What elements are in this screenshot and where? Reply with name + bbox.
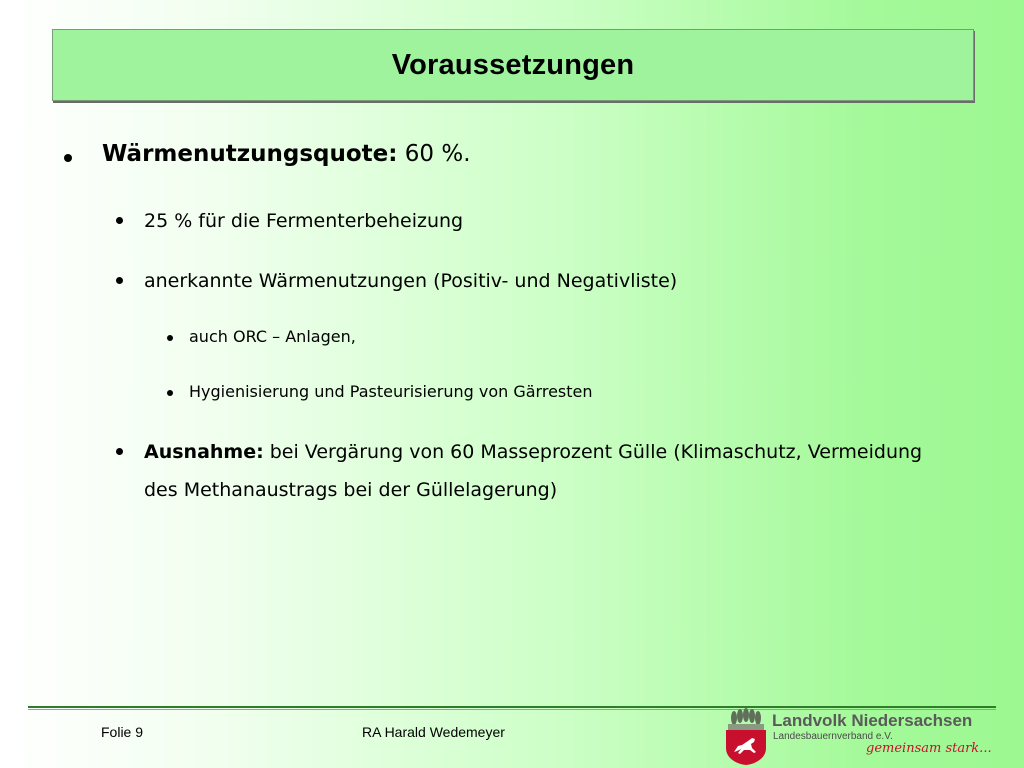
slide-number: Folie 9 — [101, 724, 144, 740]
bullet-exception — [116, 433, 944, 509]
bullet-text — [102, 141, 471, 167]
bullet-text: auch ORC – Anlagen, — [189, 327, 356, 346]
shield-horse-icon — [720, 708, 772, 766]
bullet-orc-plants — [167, 327, 356, 346]
bullet-dot-icon — [116, 277, 123, 284]
bullet-recognized-heat-uses — [116, 262, 677, 300]
bullet-text: 25 % für die Fermenterbeheizung — [144, 210, 464, 232]
bullet-heat-usage-quota — [64, 141, 471, 167]
bullet-dot-icon — [167, 390, 173, 396]
bullet-hygienization — [167, 382, 593, 401]
bullet-value: 60 %. — [397, 141, 471, 167]
bullet-dot-icon — [116, 448, 123, 455]
author-name: RA Harald Wedemeyer — [362, 724, 505, 740]
bullet-dot-icon — [167, 335, 173, 341]
bullet-label: Ausnahme: — [144, 441, 264, 463]
bullet-text: anerkannte Wärmenutzungen (Positiv- und Negativliste) — [144, 270, 678, 292]
logo-subtitle: Landesbauernverband e.V. — [773, 731, 893, 742]
slide-title: Voraussetzungen — [391, 48, 635, 81]
bullet-text: Hygienisierung und Pasteurisierung von Gärresten — [189, 382, 593, 401]
bullet-value: bei Vergärung von 60 Masseprozent Gülle (Klimaschutz, Vermeidung des Methanaustrags bei der Güllelagerung) — [144, 441, 923, 501]
bullet-fermenter-heating — [116, 202, 463, 240]
logo-name: Landvolk Niedersachsen — [772, 711, 973, 730]
bullet-label: Wärmenutzungsquote: — [102, 141, 398, 167]
bullet-dot-icon — [64, 154, 72, 162]
logo-slogan: gemeinsam stark... — [866, 741, 992, 756]
bullet-dot-icon — [116, 217, 123, 224]
landvolk-logo — [720, 708, 990, 766]
bullet-text — [144, 433, 944, 509]
